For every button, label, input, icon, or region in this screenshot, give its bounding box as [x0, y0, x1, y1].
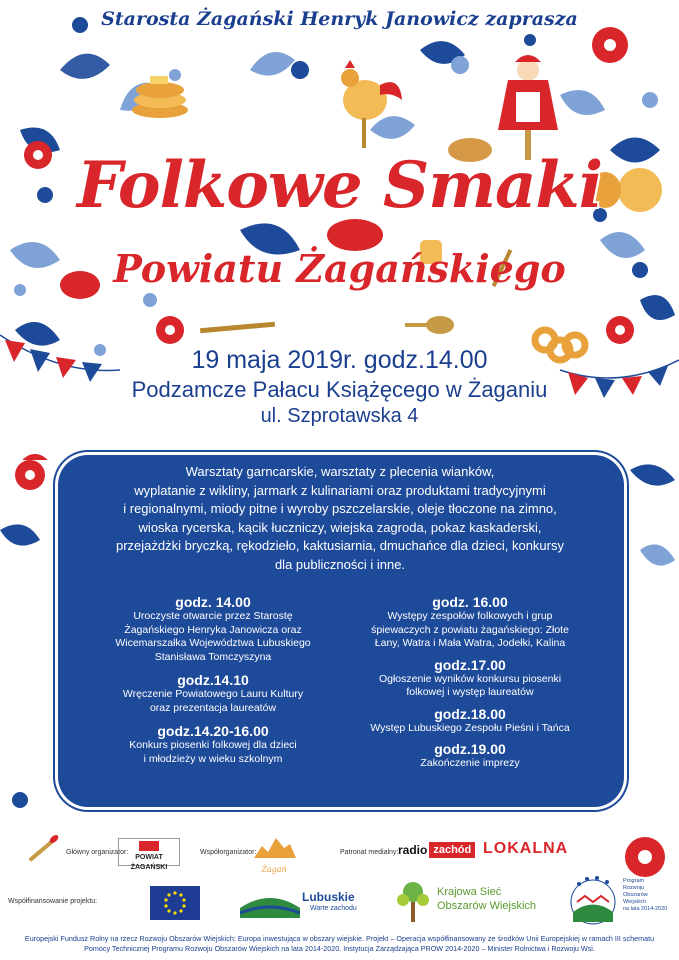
schedule-time: godz.17.00 — [434, 656, 506, 673]
prow-line: Program — [623, 878, 645, 884]
event-street: ul. Szprotawska 4 — [260, 405, 419, 427]
prow-line: na lata 2014-2020 — [623, 906, 668, 912]
fine-print-line: Pomocy Technicznej Programu Rozwoju Obszarów Wiejskich na lata 2014-2020. Instytucja Zarządzająca PROW 2014-2020 – Minister Rolnictwa i Rozwoju Wsi. — [84, 944, 595, 953]
event-title: Folkowe Smaki — [76, 148, 603, 223]
lubuskie-logo — [240, 888, 380, 918]
radio-zachod-logo — [398, 840, 475, 860]
lubuskie-logo-text: Lubuskie — [302, 890, 355, 904]
prow-line: Rozwoju — [623, 885, 645, 891]
co-organizer-label: Współorganizator: — [200, 849, 257, 856]
schedule-item — [335, 706, 605, 736]
event-place: Podzamcze Pałacu Książęcego w Żaganiu — [131, 377, 548, 402]
media-patronage-label: Patronat medialny: — [340, 849, 399, 856]
schedule-desc: Występ Lubuskiego Zespołu Pieśni i Tańca — [370, 721, 570, 734]
ksow-logo-line1: Krajowa Sieć — [437, 886, 502, 898]
lubuskie-wave-icon — [240, 888, 300, 918]
coat-of-arms-icon — [139, 841, 159, 851]
schedule-time: godz.14.10 — [177, 672, 249, 688]
schedule-desc: Żagańskiego Henryka Janowicza oraz — [124, 623, 302, 636]
attractions-line: i regionalnymi, miody pitne i wyroby pszczelarskie, oleje tłoczone na zimno, — [123, 501, 557, 516]
ksow-tree-icon — [393, 878, 433, 924]
event-date-time: 19 maja 2019r. godz.14.00 — [191, 346, 488, 374]
lubuskie-tagline: Warte zachodu — [310, 905, 357, 912]
schedule-desc: oraz prezentacja laureatów — [149, 701, 277, 714]
eu-flag-icon — [150, 886, 200, 920]
schedule-desc: folkowej i występ laureatów — [406, 686, 534, 698]
schedule-item — [78, 672, 348, 715]
prow-logo-text — [623, 878, 667, 913]
radio-logo-text: radio — [398, 843, 428, 857]
schedule-desc: Konkurs piosenki folkowej dla dzieci — [129, 739, 297, 751]
funding-fine-print — [0, 934, 679, 954]
schedule-desc: Wręczenie Powiatowego Lauru Kultury — [122, 688, 304, 700]
spoon-fork-icon — [22, 830, 62, 870]
fine-print-line: Europejski Fundusz Rolny na rzecz Rozwoju Obszarów Wiejskich: Europa inwestująca w obszary wiejskie. Projekt – Operacja współfinansowany ze środków Unii Europejskiej w ramach III schematu — [24, 934, 655, 943]
folk-doll-illustration — [498, 55, 558, 160]
attractions-line: wioska rycerska, kącik łuczniczy, wiejska zagroda, pokaz kaskaderski, — [138, 519, 542, 535]
schedule-desc: Wicemarszałka Województwa Lubuskiego — [115, 637, 311, 649]
powiat-logo-text: POWIAT ŻAGAŃSKI — [130, 854, 168, 871]
prow-line: Obszarów — [623, 892, 648, 898]
attractions-line: dla publiczności i inne. — [274, 556, 406, 572]
schedule-time: godz. 16.00 — [432, 594, 508, 610]
schedule-desc: Występy zespołów folkowych i grup — [387, 610, 553, 622]
schedule-desc: Stanisława Tomczyszyna — [154, 650, 272, 663]
schedule-item — [335, 657, 605, 700]
ksow-logo — [393, 878, 543, 924]
attractions-text — [70, 463, 610, 574]
organizer-invitation: Starosta Żagański Henryk Janowicz zaprasza — [101, 8, 578, 30]
event-subtitle: Powiatu Żagańskiego — [113, 246, 566, 291]
schedule-desc: Łany, Watra i Mała Watra, Jodełki, Kalina — [374, 637, 566, 649]
schedule-time: godz. 14.00 — [175, 594, 251, 610]
ksow-logo-line2: Obszarów Wiejskich — [437, 900, 537, 912]
zagan-logo-text: Żagań — [261, 865, 287, 874]
schedule-time: godz.14.20-16.00 — [157, 723, 269, 739]
schedule-desc: i młodzieży w wieku szkolnym — [143, 752, 283, 765]
zachod-logo-text: zachód — [429, 842, 475, 858]
schedule-left-column — [78, 590, 348, 766]
prow-line: Wiejskich — [623, 899, 647, 905]
schedule-item — [335, 741, 605, 771]
main-organizer-label: Główny organizator: — [66, 849, 129, 856]
prow-logo — [565, 872, 670, 930]
schedule-desc: Uroczyste otwarcie przez Starostę — [133, 610, 293, 622]
schedule-item — [78, 594, 348, 664]
schedule-time: godz.18.00 — [434, 705, 506, 722]
zagan-logo — [250, 834, 298, 874]
prow-stars-icon — [565, 872, 620, 927]
schedule-right-column — [335, 590, 605, 771]
lokalna-logo: LOKALNA — [483, 840, 569, 857]
zagan-castle-icon — [250, 834, 298, 860]
schedule-item — [78, 723, 348, 766]
pancake-stack-illustration — [132, 76, 188, 118]
schedule-item — [335, 594, 605, 651]
schedule-time: godz.19.00 — [434, 741, 506, 757]
schedule-desc: śpiewaczych z powiatu żagańskiego: Złote — [371, 623, 569, 636]
schedule-desc: Zakończenie imprezy — [420, 757, 520, 769]
attractions-line: Warsztaty garncarskie, warsztaty z plecenia wianków, — [185, 464, 495, 479]
schedule-desc: Ogłoszenie wyników konkursu piosenki — [378, 672, 562, 685]
attractions-line: przejażdżki bryczką, rękodzieło, kaktusiarnia, dmuchańce dla dzieci, konkursy — [116, 538, 564, 553]
attractions-line: wyplatanie z wikliny, jarmark z kulinariami oraz produktami tradycyjnymi — [134, 482, 546, 498]
cofinancing-label: Współfinansowanie projektu: — [8, 898, 98, 905]
powiat-zaganski-logo — [118, 838, 180, 871]
